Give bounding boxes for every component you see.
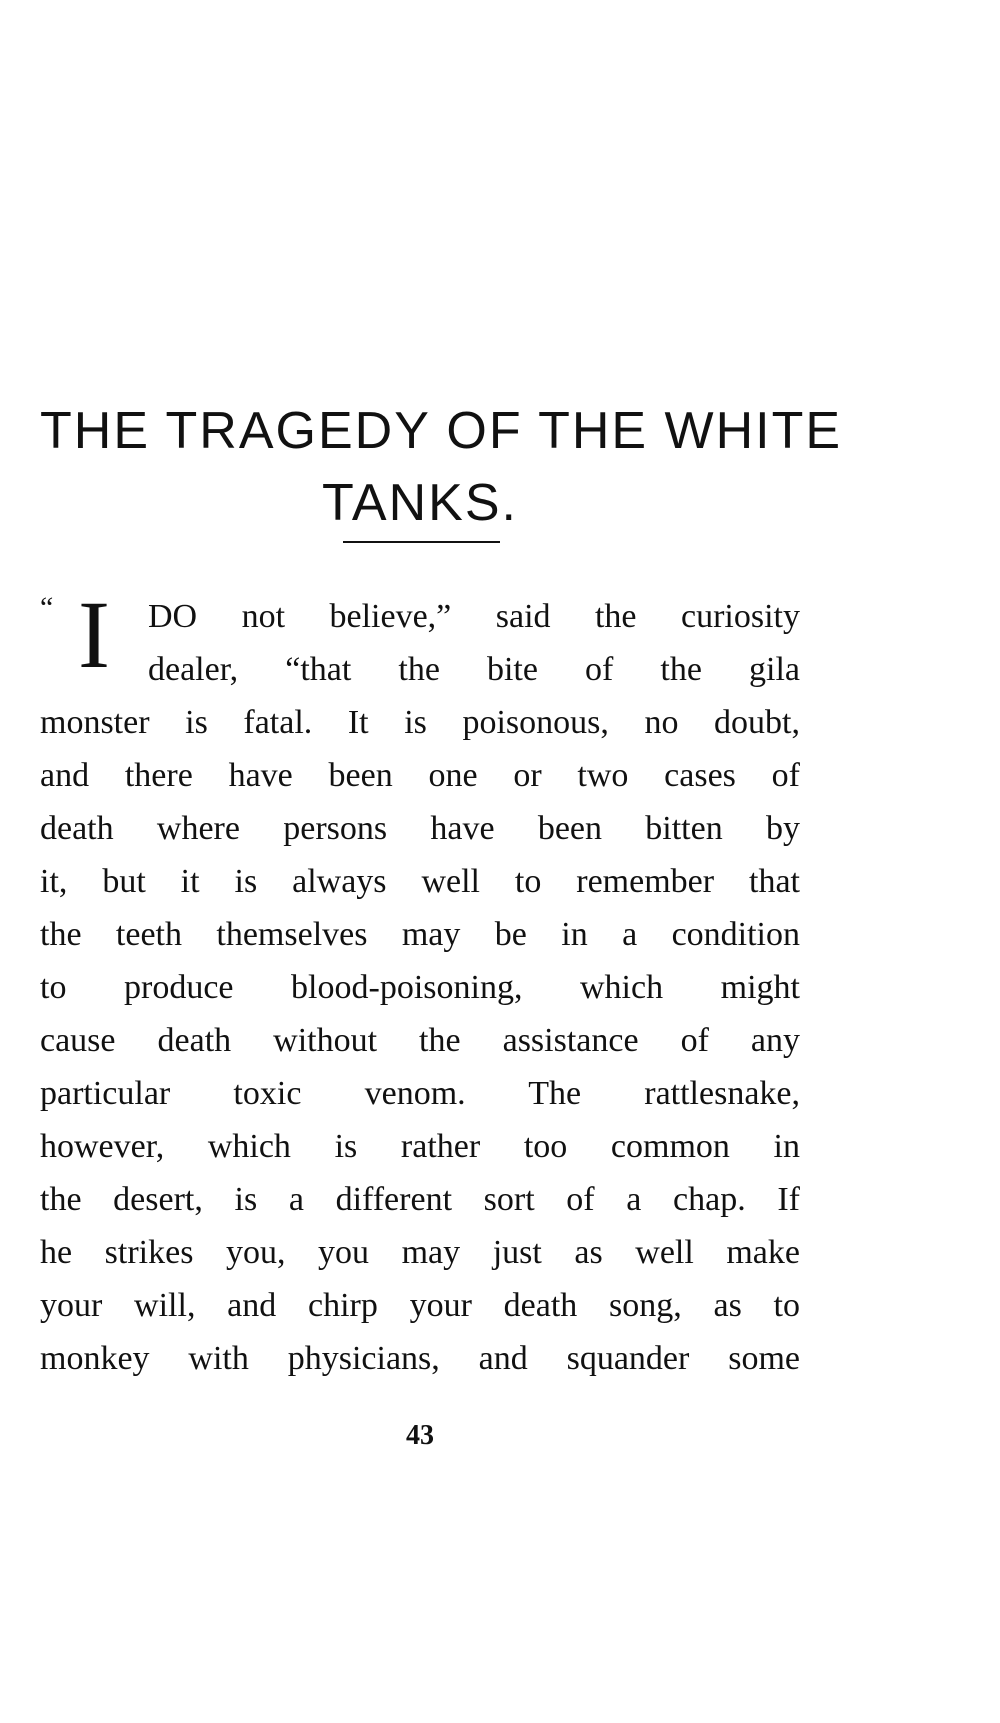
- body-paragraph: [40, 590, 800, 1385]
- chapter-title: [40, 395, 843, 539]
- text-line: death where persons have been bitten by: [40, 810, 800, 847]
- text-line: DO not believe,” said the curiosity: [148, 598, 800, 635]
- text-line: the desert, is a different sort of a chap. If: [40, 1181, 800, 1218]
- text-line: your will, and chirp your death song, as to: [40, 1287, 800, 1324]
- chapter-title-line-2: TANKS.: [322, 474, 518, 532]
- drop-cap-letter: I: [78, 581, 110, 688]
- text-line: it, but it is always well to remember that: [40, 863, 800, 900]
- text-line: and there have been one or two cases of: [40, 757, 800, 794]
- text-line: the teeth themselves may be in a condition: [40, 916, 800, 953]
- text-line: monster is fatal. It is poisonous, no doubt,: [40, 704, 800, 741]
- chapter-title-line-1: THE TRAGEDY OF THE WHITE: [40, 402, 843, 460]
- opening-quote-mark: “: [40, 591, 54, 624]
- page-number: 43: [406, 1420, 434, 1451]
- text-line: to produce blood-poisoning, which might: [40, 969, 800, 1006]
- text-line: particular toxic venom. The rattlesnake,: [40, 1075, 800, 1112]
- text-line: monkey with physicians, and squander some: [40, 1340, 800, 1377]
- title-divider-rule: [343, 541, 500, 543]
- text-line: cause death without the assistance of any: [40, 1022, 800, 1059]
- text-line: dealer, “that the bite of the gila: [148, 651, 800, 688]
- text-line: he strikes you, you may just as well make: [40, 1234, 800, 1271]
- text-line: however, which is rather too common in: [40, 1128, 800, 1165]
